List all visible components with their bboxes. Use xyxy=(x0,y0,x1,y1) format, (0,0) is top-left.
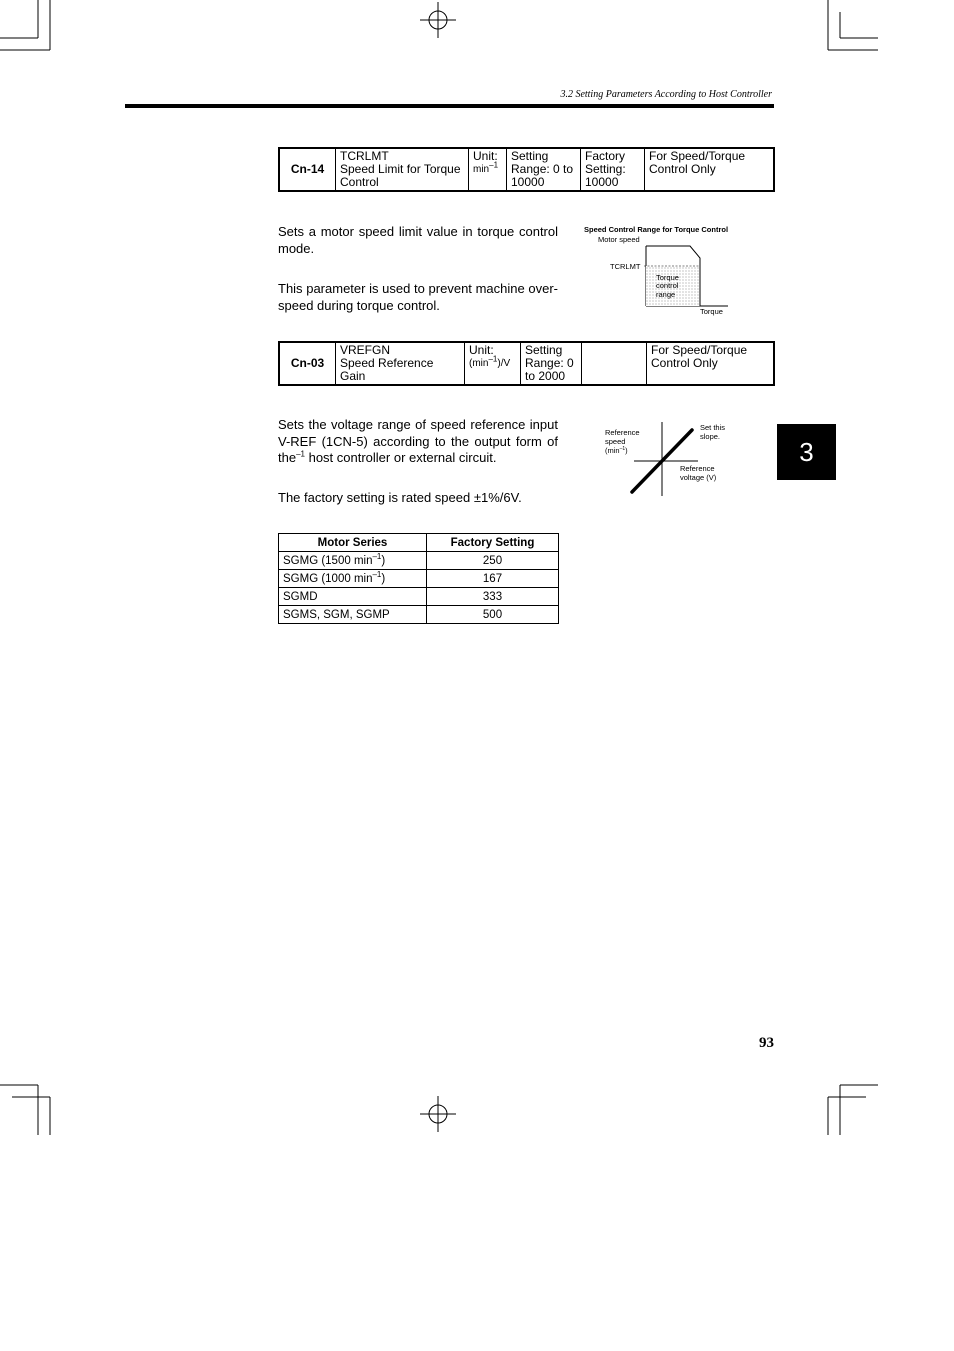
param-table-cn03 xyxy=(278,341,775,386)
region-label-2: control xyxy=(656,281,679,290)
param-description: Speed Reference Gain xyxy=(340,356,434,383)
x-axis-label: Torque xyxy=(700,307,723,316)
cn03-paragraph-1-text: Sets the voltage range of speed reference input V-REF (1CN-5) according to the output form of the xyxy=(278,417,558,465)
unit-exponent: –1 xyxy=(488,354,498,364)
factory-value-cell: 167 xyxy=(427,570,559,588)
cn03-paragraph-2: The factory setting is rated speed ±1%/6V. xyxy=(278,490,522,505)
x-label-2: voltage (V) xyxy=(680,473,717,482)
x-label-1: Reference xyxy=(680,464,715,473)
y-label-2: speed xyxy=(605,437,626,446)
motor-series-cell: SGMD xyxy=(279,588,427,606)
factory-value-cell: 250 xyxy=(427,552,559,570)
header-rule xyxy=(125,104,774,108)
factory-value-cell: 333 xyxy=(427,588,559,606)
chapter-tab: 3 xyxy=(777,424,836,480)
unit-exponent: –1 xyxy=(489,160,499,170)
unit-label: Unit: xyxy=(473,149,498,163)
param-code: Cn-14 xyxy=(279,148,336,191)
table-row xyxy=(279,570,559,588)
unit-suffix: )/V xyxy=(497,358,511,369)
table-row xyxy=(279,588,559,606)
param-name-cell xyxy=(336,148,469,191)
param-unit-cell xyxy=(465,342,521,385)
factory-value-cell: 500 xyxy=(427,606,559,624)
setting-range: Setting Range: 0 to 10000 xyxy=(507,148,581,191)
motor-series-cell: SGMG (1500 $\min^{-1}$) xyxy=(279,552,427,570)
region-label-3: range xyxy=(656,290,676,299)
param-table-cn14 xyxy=(278,147,775,192)
unit-value: min xyxy=(473,164,490,175)
cn14-paragraph-2: This parameter is used to prevent machine over-speed during torque control. xyxy=(278,281,558,313)
y-label-1: Reference xyxy=(605,428,640,437)
tcrlmt-label: TCRLMT xyxy=(610,262,641,271)
cn03-paragraph-1 xyxy=(278,417,558,467)
factory-setting: Factory Setting: 10000 xyxy=(581,148,645,191)
param-description: Speed Limit for Torque Control xyxy=(340,162,461,189)
cn14-paragraph-1: Sets a motor speed limit value in torque control mode. xyxy=(278,224,558,256)
unit-prefix: (min xyxy=(469,358,489,369)
applies-to: For Speed/Torque Control Only xyxy=(647,342,775,385)
figure-title: Speed Control Range for Torque Control xyxy=(584,225,729,234)
table-row xyxy=(279,552,559,570)
motor-series-cell: SGMG (1000 $\min^{-1}$) xyxy=(279,570,427,588)
param-name-cell xyxy=(336,342,465,385)
cn03-paragraph-1-exp: –1 xyxy=(296,449,305,459)
cn03-paragraph-1-end: host controller or external circuit. xyxy=(304,450,497,465)
header-motor-series: Motor Series xyxy=(279,534,427,552)
section-header: 3.2 Setting Parameters According to Host Controller xyxy=(560,89,772,100)
param-name: VREFGN xyxy=(340,343,391,357)
unit-label: Unit: xyxy=(469,343,494,357)
slope-label-1: Set this xyxy=(700,423,726,432)
factory-setting xyxy=(582,342,647,385)
applies-to: For Speed/Torque Control Only xyxy=(645,148,775,191)
motor-series-cell: SGMS, SGM, SGMP xyxy=(279,606,427,624)
slope-label-2: slope. xyxy=(700,432,721,441)
y-label-3: $(\min^{-1})$ xyxy=(605,446,628,455)
param-code: Cn-03 xyxy=(279,342,336,385)
table-row xyxy=(279,606,559,624)
param-name: TCRLMT xyxy=(340,149,389,163)
reference-gain-figure xyxy=(600,418,740,500)
header-factory-setting: Factory Setting xyxy=(427,534,559,552)
factory-setting-table xyxy=(278,533,559,624)
y-axis-label: Motor speed xyxy=(598,235,640,244)
torque-control-figure xyxy=(580,222,740,320)
page-number: 93 xyxy=(759,1035,774,1051)
region-label-1: Torque xyxy=(656,273,679,282)
setting-range: Setting Range: 0 to 2000 xyxy=(521,342,582,385)
param-unit-cell xyxy=(469,148,507,191)
